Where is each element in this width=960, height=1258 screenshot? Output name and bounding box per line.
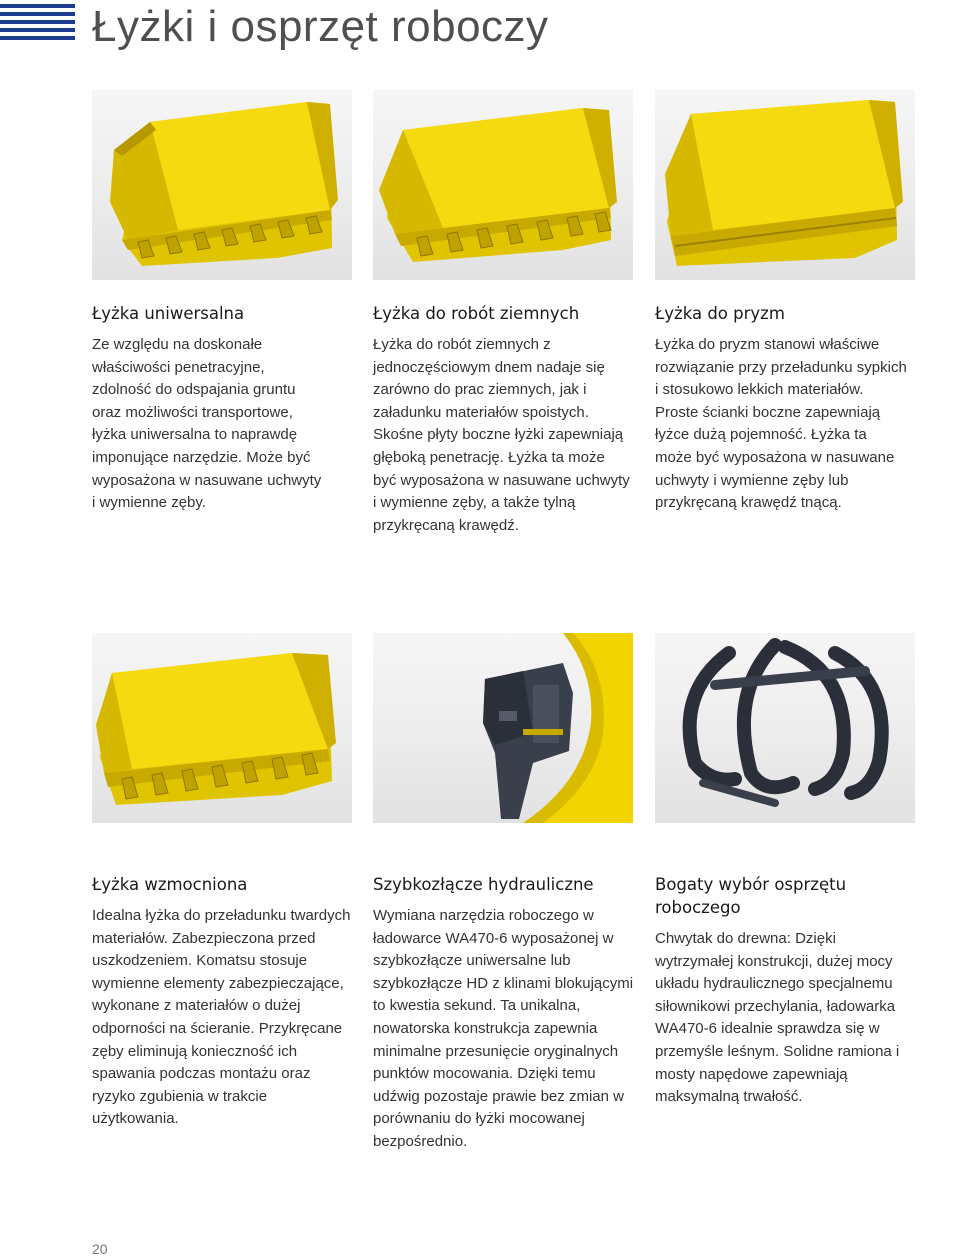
quick-coupler-image — [373, 633, 633, 823]
section-heading: Bogaty wybór osprzętu roboczego — [655, 875, 847, 917]
section-universal-bucket — [92, 302, 354, 515]
excavation-bucket-illustration — [373, 90, 633, 280]
section-heading: Łyżka do robót ziemnych — [373, 304, 580, 323]
log-grapple-image — [655, 633, 915, 823]
section-text: Łyżka do pryzm stanowi właściwe rozwiązanie przy przeładunku sypkich i stosukowo lekkich materiałów. Proste ścianki boczne zapewniają łyżce dużą pojemność. Łyżka ta może być wyposażona w nasuwane uchwyty i wymienne zęby lub przykręcaną krawędź tnącą. — [655, 336, 907, 512]
section-heading: Łyżka do pryzm — [655, 304, 785, 323]
reinforced-bucket-image — [92, 633, 352, 823]
page-title: Łyżki i osprzęt roboczy — [92, 2, 549, 51]
reinforced-bucket-illustration — [92, 633, 352, 823]
universal-bucket-image — [92, 90, 352, 280]
excavation-bucket-image — [373, 90, 633, 280]
section-text: Łyżka do robót ziemnych z jednoczęściowym dnem nadaje się zarówno do prac ziemnych, jak i załadunku materiałów spoistych. Skośne płyty boczne łyżki zapewniają głęboką penetrację. Łyżka ta może być wyposażona w nasuwane uchwyty i wymienne zęby, a także tylną przykręcaną krawędź. — [373, 336, 630, 534]
section-text: Chwytak do drewna: Dzięki wytrzymałej konstrukcji, dużej mocy układu hydraulicznego specjalnemu siłownikowi przechylania, ładowarka WA470-6 idealnie sprawdza się w przemyśle leśnym. Solidne ramiona i mosty napędowe zapewniają maksymalną trwałość. — [655, 930, 900, 1106]
section-heading: Szybkozłącze hydrauliczne — [373, 875, 594, 894]
heap-bucket-illustration — [655, 90, 915, 280]
section-attachments — [655, 873, 917, 1109]
section-quick-coupler — [373, 873, 635, 1154]
section-heading: Łyżka uniwersalna — [92, 304, 245, 323]
universal-bucket-illustration — [92, 90, 352, 280]
section-text: Idealna łyżka do przeładunku twardych materiałów. Zabezpieczona przed uszkodzeniem. Komatsu stosuje wymienne elementy zabezpieczające, wykonane z materiałów o dużej odporności na ścieranie. Przykręcane zęby eliminują konieczność ich spawania podczas montażu oraz ryzyko zgubienia w trakcie użytkowania. — [92, 907, 351, 1128]
header-stripes — [0, 4, 75, 40]
section-heap-bucket — [655, 302, 917, 515]
quick-coupler-illustration — [373, 633, 633, 823]
log-grapple-illustration — [655, 633, 915, 823]
section-excavation-bucket — [373, 302, 635, 537]
section-text: Wymiana narzędzia roboczego w ładowarce WA470-6 wyposażonej w szybkozłącze uniwersalne lub szybkozłącze HD z klinami blokującymi to kwestia sekund. Ta unikalna, nowatorska konstrukcja zapewnia minimalne przesunięcie oryginalnych punktów mocowania. Dzięki temu udźwig pozostaje prawie bez zmian w porównaniu do łyżki mocowanej bezpośrednio. — [373, 907, 634, 1150]
page-number: 20 — [92, 1241, 108, 1257]
heap-bucket-image — [655, 90, 915, 280]
section-reinforced-bucket — [92, 873, 354, 1131]
section-text: Ze względu na doskonałe właściwości penetracyjne, zdolność do odspajania gruntu oraz możliwości transportowe, łyżka uniwersalna to naprawdę imponujące narzędzie. Może być wyposażona w nasuwane uchwyty i wymienne zęby. — [92, 336, 322, 512]
section-heading: Łyżka wzmocniona — [92, 875, 248, 894]
